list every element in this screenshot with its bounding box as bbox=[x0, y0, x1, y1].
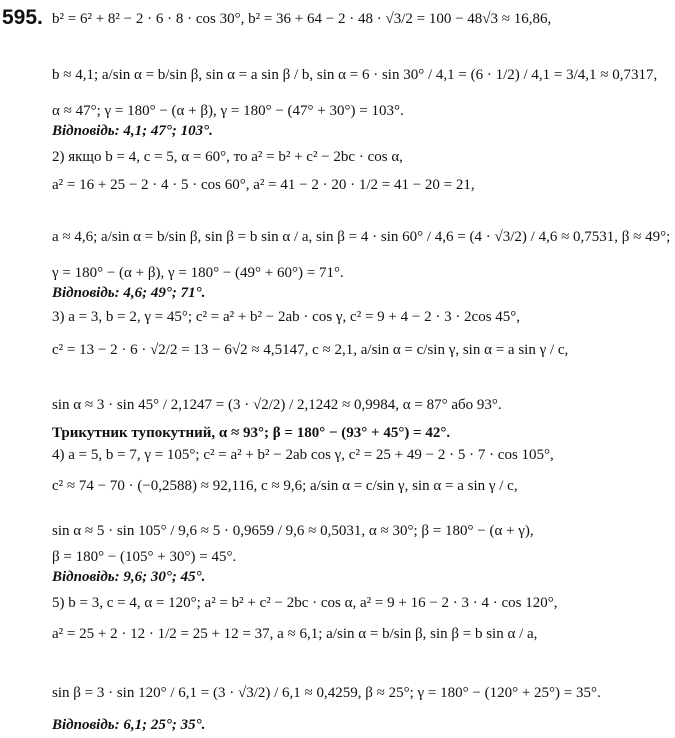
line-12: sin α ≈ 3 · sin 45° / 2,1247 = (3 · √2/2) / 2,1242 ≈ 0,9984, α = 87° або 93°. bbox=[52, 397, 502, 413]
answer-1: Відповідь: 4,1; 47°; 103°. bbox=[52, 123, 213, 139]
line-6: a² = 16 + 25 − 2 · 4 · 5 · cos 60°, a² = 41 − 2 · 20 · 1/2 = 41 − 20 = 21, bbox=[52, 177, 475, 193]
line-1: b² = 6² + 8² − 2 · 6 · 8 · cos 30°, b² = 36 + 64 − 2 · 48 · √3/2 = 100 − 48√3 ≈ 16,86, bbox=[52, 11, 552, 27]
line-13: Трикутник тупокутний, α ≈ 93°; β = 180° − (93° + 45°) = 42°. bbox=[52, 425, 451, 441]
line-3: α ≈ 47°; γ = 180° − (α + β), γ = 180° − (47° + 30°) = 103°. bbox=[52, 103, 404, 119]
line-2: b ≈ 4,1; a/sin α = b/sin β, sin α = a sin β / b, sin α = 6 · sin 30° / 4,1 = (6 · 1/2) / 4,1 = 3/4,1 ≈ 0,7317, bbox=[52, 67, 658, 83]
line-21: sin β = 3 · sin 120° / 6,1 = (3 · √3/2) / 6,1 ≈ 0,4259, β ≈ 25°; γ = 180° − (120° + 25°) = 35°. bbox=[52, 685, 601, 701]
problem-number: 595. bbox=[2, 6, 43, 29]
line-20: a² = 25 + 2 · 12 · 1/2 = 25 + 12 = 37, a ≈ 6,1; a/sin α = b/sin β, sin β = b sin α / a, bbox=[52, 626, 538, 642]
line-14: 4) a = 5, b = 7, γ = 105°; c² = a² + b² − 2ab cos γ, c² = 25 + 49 − 2 · 5 · 7 · cos 105°, bbox=[52, 447, 554, 463]
answer-2: Відповідь: 4,6; 49°; 71°. bbox=[52, 285, 206, 301]
line-15: c² ≈ 74 − 70 · (−0,2588) ≈ 92,116, c ≈ 9,6; a/sin α = c/sin γ, sin α = a sin γ / c, bbox=[52, 478, 518, 494]
line-10: 3) a = 3, b = 2, γ = 45°; c² = a² + b² − 2ab · cos γ, c² = 9 + 4 − 2 · 3 · 2cos 45°, bbox=[52, 309, 521, 325]
line-16: sin α ≈ 5 · sin 105° / 9,6 ≈ 5 · 0,9659 / 9,6 ≈ 0,5031, α ≈ 30°; β = 180° − (α + γ), bbox=[52, 523, 534, 539]
line-11: c² = 13 − 2 · 6 · √2/2 = 13 − 6√2 ≈ 4,5147, c ≈ 2,1, a/sin α = c/sin γ, sin α = a sin γ / c, bbox=[52, 342, 569, 358]
answer-5: Відповідь: 6,1; 25°; 35°. bbox=[52, 717, 206, 733]
line-7: a ≈ 4,6; a/sin α = b/sin β, sin β = b sin α / a, sin β = 4 · sin 60° / 4,6 = (4 · √3/2) / 4,6 ≈ 0,7531, β ≈ 49°; bbox=[52, 229, 671, 245]
line-17: β = 180° − (105° + 30°) = 45°. bbox=[52, 549, 237, 565]
line-19: 5) b = 3, c = 4, α = 120°; a² = b² + c² − 2bc · cos α, a² = 9 + 16 − 2 · 3 · 4 · cos 120°, bbox=[52, 595, 558, 611]
answer-4: Відповідь: 9,6; 30°; 45°. bbox=[52, 569, 206, 585]
line-5: 2) якщо b = 4, c = 5, α = 60°, то a² = b² + c² − 2bc · cos α, bbox=[52, 149, 403, 165]
line-8: γ = 180° − (α + β), γ = 180° − (49° + 60°) = 71°. bbox=[52, 265, 344, 281]
